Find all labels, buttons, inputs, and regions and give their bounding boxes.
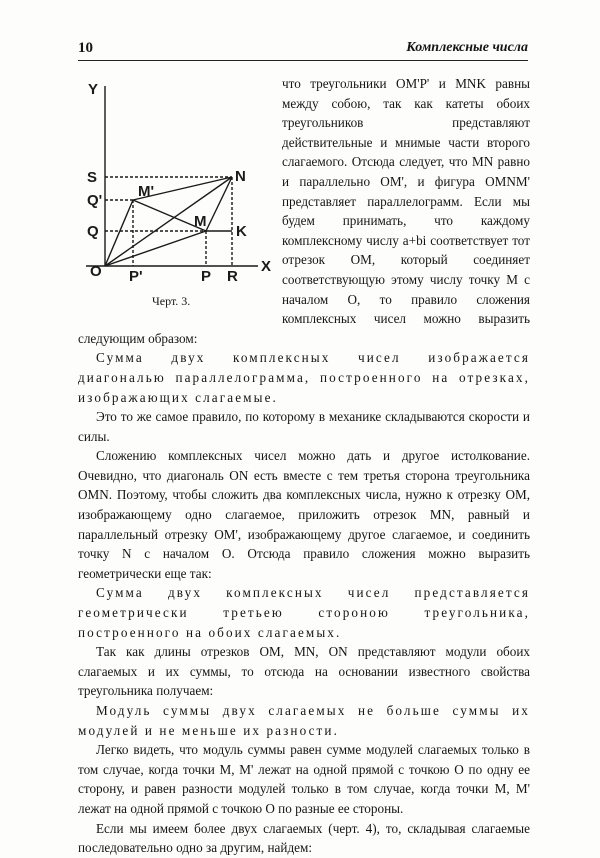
paragraph-3: Сложению комплексных чисел можно дать и другое истолкование. Очевидно, что диагональ ON есть вместе с тем третья сторона треугольника OMN. Поэтому, чтобы сложить два комплексных числа, нужно к отрезку OM, изображающему одно слагаемое, приложить отрезок MN, равный и параллельный отрезку OM', изображающему другое слагаемое, и соединить точку N с началом O. Отсюда правило сложения можно выразить геометрически еще так: — [78, 448, 530, 581]
parallelogram-diagram — [78, 80, 276, 290]
paragraph-1: что треугольники OM'P' и MNK равны между собою, так как катеты обоих треугольников представляют действительные и мнимые части второго слагаемого. Отсюда следует, что MN равно и параллельно OM', и фигура OMNM' представляет параллелограмм. Если мы будем принимать, что каждому комплексному числу a+bi соответствует тот отрезок OM, который соединяет соответствующую этому числу точку M с началом O, то правило сложения комплексных чисел можно выразить следующим образом: — [78, 76, 530, 346]
page-number: 10 — [78, 40, 93, 56]
paragraph-5: Легко видеть, что модуль суммы равен сумме модулей слагаемых только в том случае, когда точки M, M' лежат на одной прямой с точкою O по одну ее сторону, и равен разности модулей только в том случае, когда точки M, M' лежат на одной прямой с точкою O по разные ее стороны. — [78, 742, 530, 816]
label-p-prime: P' — [129, 268, 143, 285]
label-x: X — [261, 258, 272, 275]
segment-mn — [206, 177, 232, 231]
paragraph-6: Если мы имеем более двух слагаемых (черт. 4), то, складывая слагаемые последовательно одно за другим, найдем: — [78, 820, 530, 856]
label-q: Q — [87, 223, 99, 240]
rule-1-statement: Сумма двух комплексных чисел изображается диагональю параллелограмма, построенного на отрезках, изображающих слагаемые. — [78, 350, 530, 405]
page-body — [78, 74, 530, 858]
label-o: O — [90, 263, 102, 280]
paragraph-4: Так как длины отрезков OM, MN, ON представляют модули обоих слагаемых и их суммы, то отсюда на основании известного свойства треугольника получаем: — [78, 644, 530, 699]
running-title: Комплексные числа — [406, 40, 528, 55]
figure-caption: Черт. 3. — [152, 294, 191, 308]
page-header — [78, 38, 528, 61]
label-k: K — [236, 223, 247, 240]
label-q-prime: Q' — [87, 192, 103, 209]
label-m-prime: M' — [138, 183, 155, 200]
label-n: N — [235, 168, 246, 185]
label-p: P — [201, 268, 212, 285]
rule-3-statement: Модуль суммы двух слагаемых не больше суммы их модулей и не меньше их разности. — [78, 703, 530, 738]
rule-2-statement: Сумма двух комплексных чисел представляется геометрически третьею стороною треугольника, построенного на обоих слагаемых. — [78, 585, 530, 640]
label-s: S — [87, 169, 98, 186]
segment-om — [105, 231, 206, 266]
paragraph-2: Это то же самое правило, по которому в механике складываются скорости и силы. — [78, 409, 530, 444]
label-y: Y — [88, 81, 99, 98]
figure-3 — [78, 74, 276, 320]
label-r: R — [227, 268, 238, 285]
label-m: M — [194, 213, 207, 230]
